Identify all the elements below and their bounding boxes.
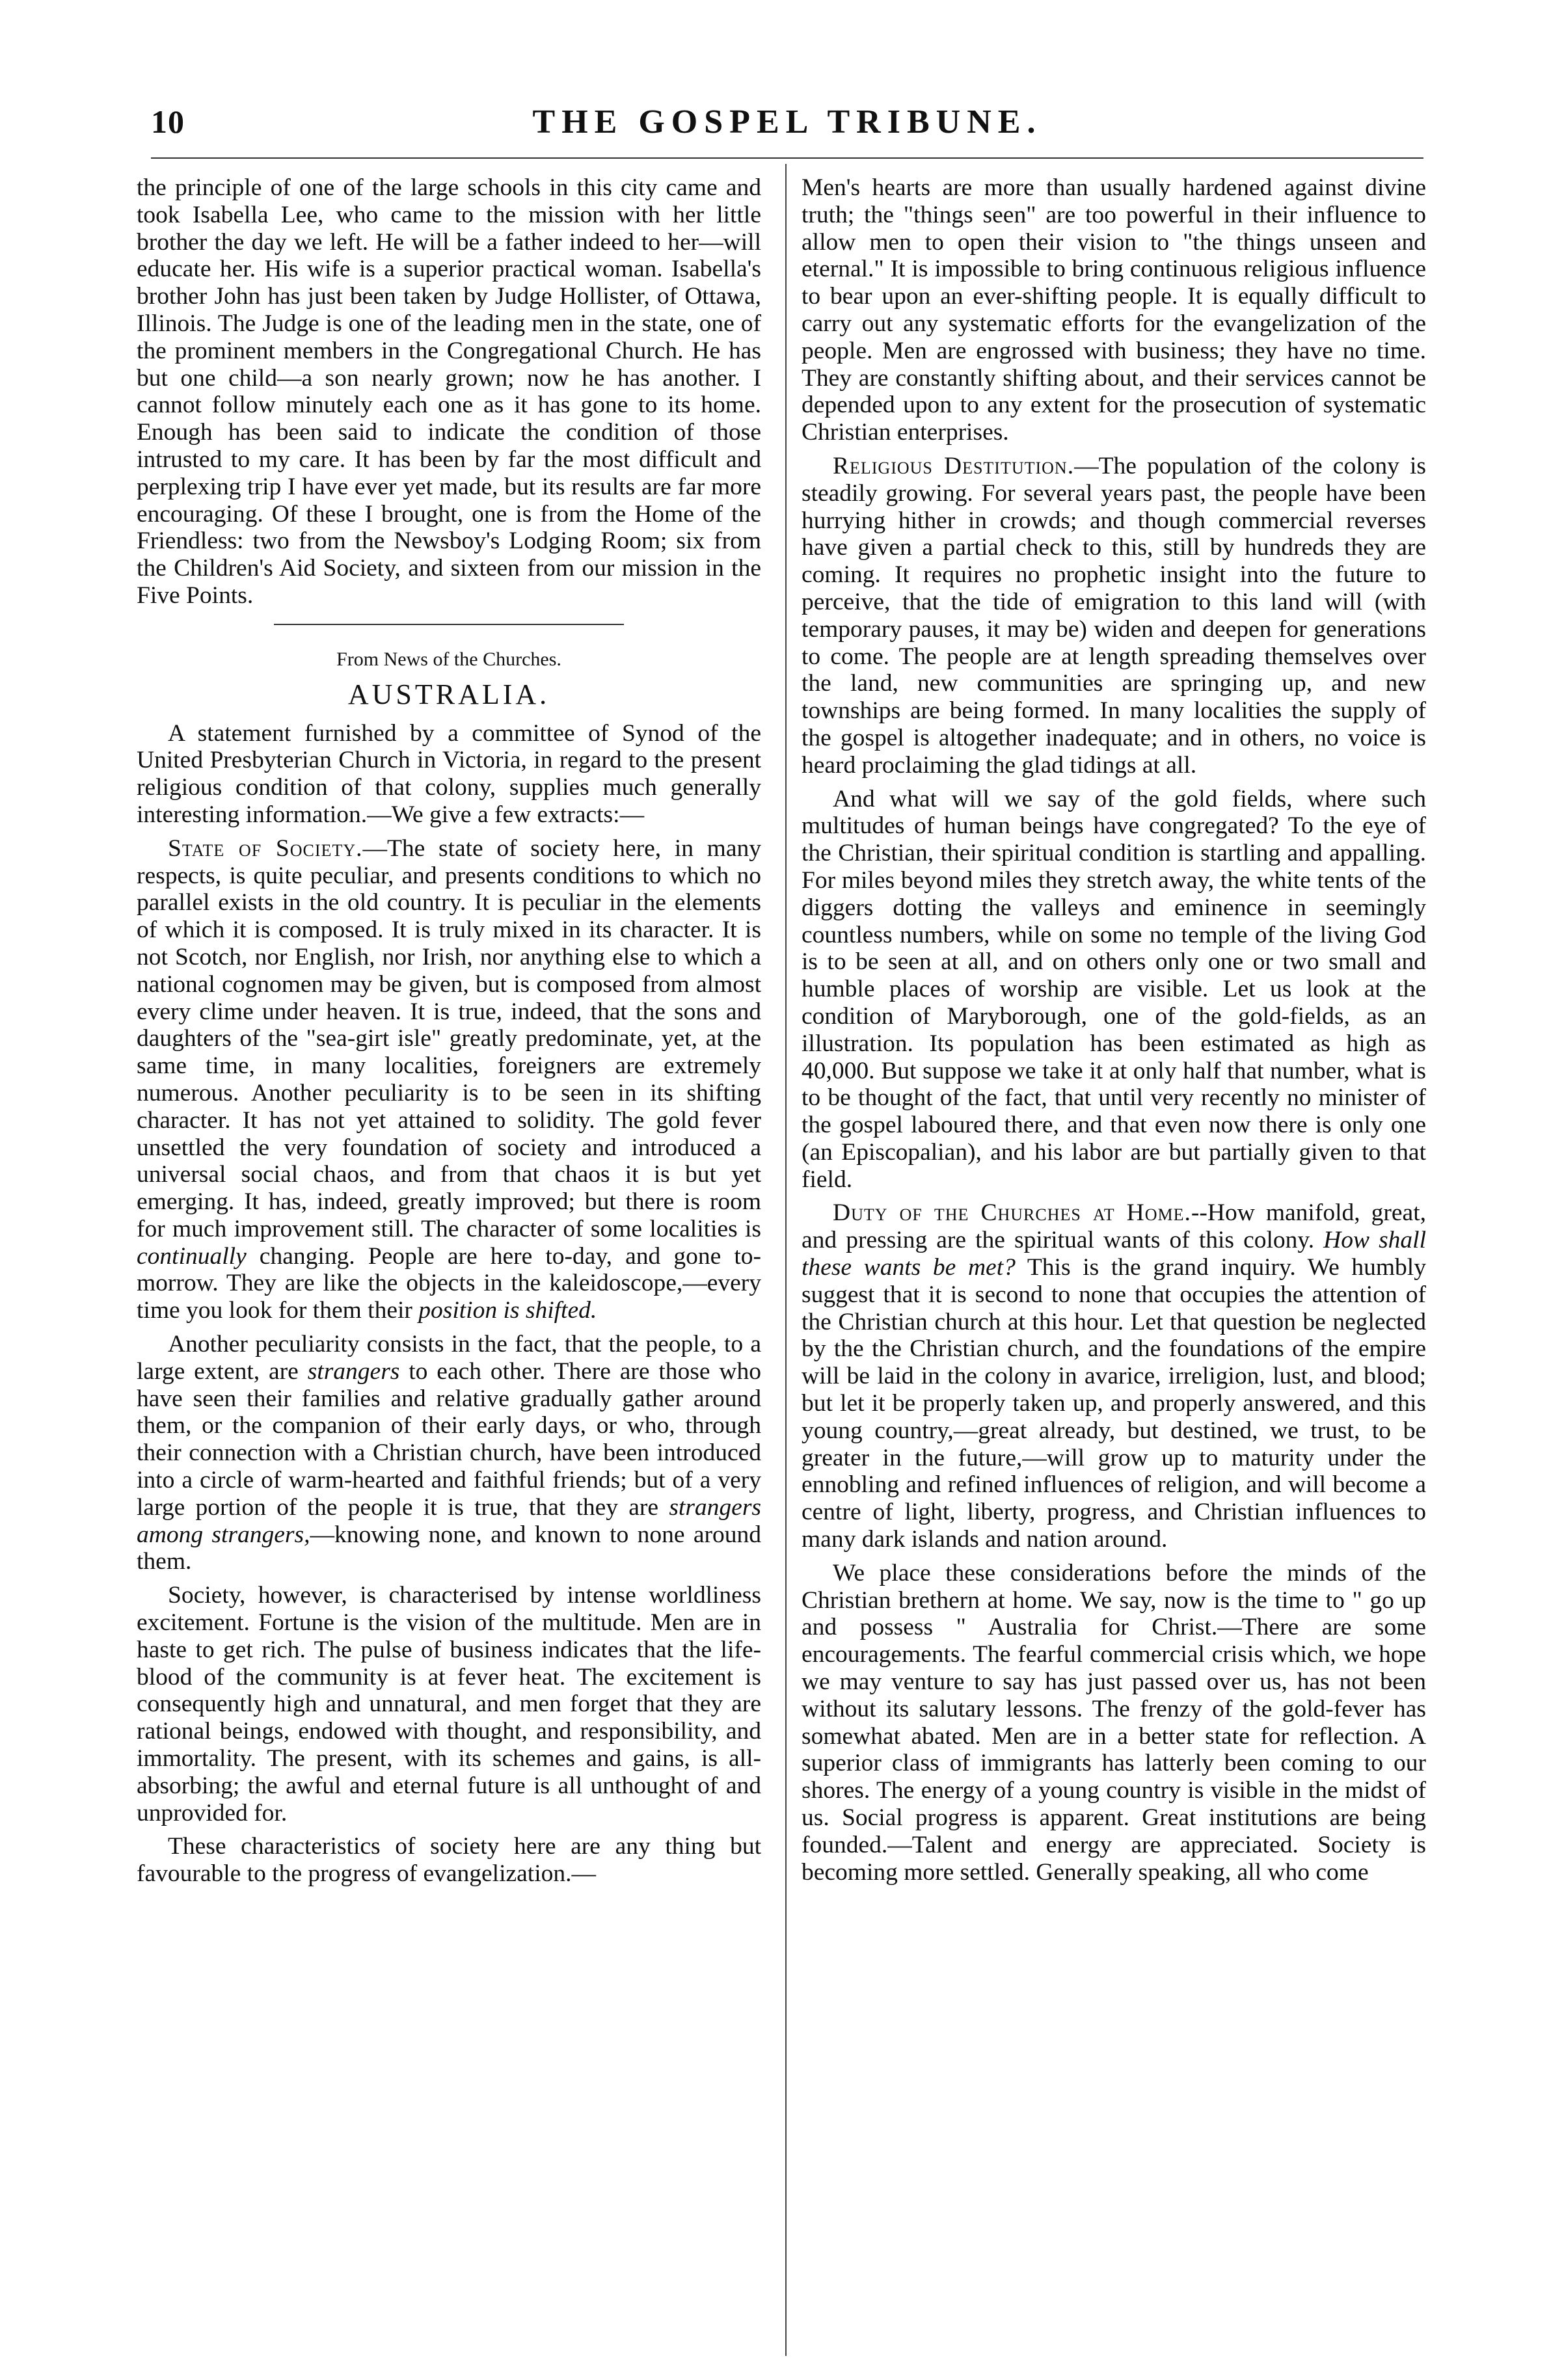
- section-heading: Duty of the Churches at Home.: [833, 1199, 1191, 1227]
- considerations-paragraph: We place these considerations before the minds of the Christian brethern at home. We say, now is the time to " go up and possess " Australia for Christ.—There are some encouragements. The fearful commercial crisis which, we hope we may venture to say has just passed over us, has not been without its salutary lessons. The frenzy of the gold-fever has somewhat abated. Men are in a better state for reflection. A superior class of immigrants has latterly been coming to our shores. The energy of a young country is visible in the midst of us. Social progress is apparent. Great institutions are being founded.—Talent and energy are appreciated. Society is becoming more settled. Generally speaking, all who come: [802, 1559, 1426, 1886]
- paragraph-text: —The state of society here, in many respects, is quite peculiar, and presents conditions to which no parallel exists in the old country. It is peculiar in the elements of which it is composed. It is truly mixed in its character. It is not Scotch, nor English, nor Irish, nor anything else to which a national cognomen may be given, but is composed from almost every clime under heaven. It is true, indeed, that the sons and daughters of the "sea-girt isle" greatly predominate, yet, at the same time, in many localities, foreigners are extremely numerous. Another peculiarity is to be seen in its shifting character. It has not yet attained to solidity. The gold fever unsettled the very foundation of society and introduced a universal social chaos, and from that chaos it is but yet emerging. It has, indeed, greatly improved; but there is room for much improvement still. The character of some localities is: [137, 835, 761, 1242]
- italic-text: position is shifted.: [418, 1297, 597, 1324]
- characteristics-paragraph: These characteristics of society here are any thing but favourable to the progress of evangelization.—: [137, 1833, 761, 1888]
- left-column: [137, 174, 761, 2347]
- masthead-title: THE GOSPEL TRIBUNE.: [532, 103, 1042, 140]
- italic-text: continually: [137, 1242, 247, 1270]
- section-heading: Religious Destitution.: [833, 452, 1075, 479]
- italic-text: strangers among strangers,: [137, 1493, 761, 1548]
- page-number: 10: [151, 103, 185, 140]
- italic-text: How shall these wants be met?: [802, 1227, 1426, 1281]
- state-of-society-paragraph: [137, 835, 761, 1324]
- duty-of-churches-paragraph: [802, 1199, 1426, 1553]
- gold-fields-paragraph: And what will we say of the gold fields, where such multitudes of human beings have congregated? To the eye of the Christian, their spiritual condition is startling and appalling. For miles beyond miles they stretch away, the white tents of the diggers dotting the valleys and eminence in seemingly countless numbers, while on some no temple of the living God is to be seen at all, and on others only one or two small and humble places of worship are visible. Let us look at the condition of Maryborough, one of the gold-fields, as an illustration. Its population has been estimated as high as 40,000. But suppose we take it at only half that number, what is to be thought of the fact, that until very recently no minister of the gospel laboured there, and that even now there is only one (an Episcopalian), and his labor are but partially given to that field.: [802, 785, 1426, 1193]
- page-header: [151, 103, 1423, 155]
- right-column: [802, 174, 1426, 2347]
- column-divider: [785, 164, 787, 2356]
- paragraph-text: —The population of the colony is steadily growing. For several years past, the people have been hurrying hither in crowds; and though commercial reverses have given a partial check to this, still by hundreds they are coming. It requires no prophetic insight into the future to perceive, that the tide of emigration to this land will (with temporary pauses, it may be) widen and deepen for generations to come. The people are at length spreading themselves over the land, new communities are springing up, and new townships are being formed. In many localities the supply of the gospel is altogether inadequate; and in others, no voice is heard proclaiming the glad tidings at all.: [802, 452, 1426, 779]
- paragraph-text: —knowing none, and known to none around them.: [137, 1521, 761, 1575]
- paragraph-text: to each other. There are those who have seen their families and relative gradually gather around them, or the companion of their early days, or who, through their connection with a Christian church, have been introduced into a circle of warm-hearted and faithful friends; but of a very large portion of the people it is true, that they are: [137, 1357, 761, 1521]
- article-source: From News of the Churches.: [336, 648, 561, 670]
- continued-paragraph: the principle of one of the large schools in this city came and took Isabella Lee, who came to the mission with her little brother the day we left. He will be a father indeed to her—will educate her. His wife is a superior practical woman. Isabella's brother John has just been taken by Judge Hollister, of Ottawa, Illinois. The Judge is one of the leading men in the state, one of the prominent members in the Congregational Church. He has but one child—a son nearly grown; now he has another. I cannot follow minutely each one as it has gone to its home. Enough has been said to indicate the condition of those intrusted to my care. It has been by far the most difficult and perplexing trip I have ever yet made, but its results are far more encouraging. Of these I brought, one is from the Home of the Friendless: two from the Newsboy's Lodging Room; six from the Children's Aid Society, and sixteen from our mission in the Five Points.: [137, 174, 761, 609]
- paragraph-text: changing. People are here to-day, and gone to-morrow. They are like the objects in the kaleidoscope,—every time you look for them their: [137, 1242, 761, 1324]
- italic-text: strangers: [307, 1357, 400, 1385]
- intro-paragraph: A statement furnished by a committee of Synod of the United Presbyterian Church in Victoria, in regard to the present religious condition of that colony, supplies much generally interesting information.—We give a few extracts:—: [137, 719, 761, 828]
- section-divider: [274, 624, 624, 625]
- article-title: AUSTRALIA.: [347, 678, 550, 710]
- religious-destitution-paragraph: [802, 453, 1426, 779]
- hearts-paragraph: Men's hearts are more than usually hardened against divine truth; the "things seen" are too powerful in their influence to allow men to open their vision to "the things unseen and eternal." It is impossible to bring continuous religious influence to bear upon an ever-shifting people. It is equally difficult to carry out any systematic efforts for the evangelization of the people. Men are engrossed with business; they have no time. They are constantly shifting about, and their services cannot be depended upon to any extent for the prosecution of systematic Christian enterprises.: [802, 174, 1426, 446]
- header-rule: [151, 157, 1423, 159]
- paragraph-text: --How manifold, great, and pressing are the spiritual wants of this colony.: [802, 1199, 1426, 1254]
- worldliness-paragraph: Society, however, is characterised by intense worldliness excitement. Fortune is the vision of the multitude. Men are in haste to get rich. The pulse of business indicates that the life-blood of the community is at fever heat. The excitement is consequently high and unnatural, and men forget that they are rational beings, endowed with thought, and responsibility, and immortality. The present, with its schemes and gains, is all-absorbing; the awful and eternal future is all unthought of and unprovided for.: [137, 1582, 761, 1826]
- paragraph-text: This is the grand inquiry. We humbly suggest that it is second to none that occupies the attention of the Christian church at this hour. Let that question be neglected by the the Christian church, and the foundations of the empire will be laid in the colony in avarice, irreligion, lust, and blood; but let it be properly taken up, and properly answered, and this young country,—great already, but destined, we trust, to be greater in the future,—will grow up to maturity under the ennobling and refined influences of religion, and will become a centre of light, liberty, progress, and Christian influences to many dark islands and nation around.: [802, 1254, 1426, 1553]
- paragraph-text: Another peculiarity consists in the fact, that the people, to a large extent, are: [137, 1331, 761, 1385]
- strangers-paragraph: [137, 1331, 761, 1575]
- section-heading: State of Society.: [168, 835, 363, 862]
